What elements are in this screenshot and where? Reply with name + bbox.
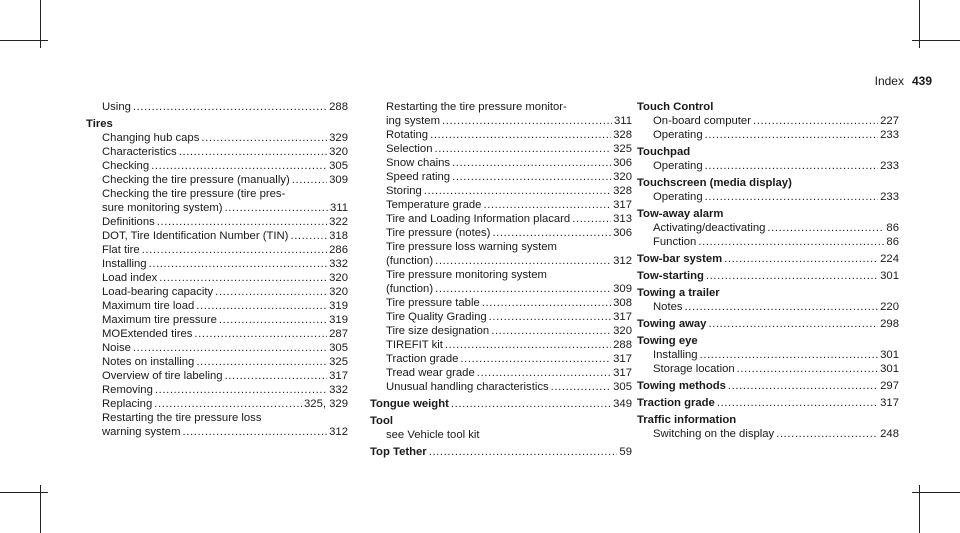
index-entry-line: Checking the tire pressure (tire pres- [102,188,286,200]
index-entry[interactable]: Installing ..... 332 [86,257,348,271]
index-heading: Tires [86,118,113,130]
index-entry[interactable]: MOExtended tires ..... 287 [86,327,348,341]
index-entry[interactable]: (function) ..... 312 [370,254,632,268]
index-entry[interactable]: Operating ..... 233 [637,128,899,142]
index-entry[interactable]: Traction grade ..... 317 [370,352,632,366]
index-entry-line: Restarting the tire pressure loss [102,412,262,424]
crop-mark [912,492,960,493]
index-entry[interactable]: Operating ..... 233 [637,159,899,173]
index-heading: Traffic information [637,414,737,426]
index-heading-entry[interactable]: Tow-bar system ..... 224 [637,252,899,266]
index-entry[interactable]: Notes on installing ..... 325 [86,355,348,369]
index-entry[interactable]: Rotating ..... 328 [370,128,632,142]
index-entry-line: Tire pressure monitoring system [386,269,547,281]
index-entry[interactable]: Noise ..... 305 [86,341,348,355]
index-entry[interactable]: Operating ..... 233 [637,190,899,204]
index-column-2 [370,100,632,459]
index-heading-entry[interactable]: Traction grade ..... 317 [637,396,899,410]
index-entry[interactable]: Tire Quality Grading ..... 317 [370,310,632,324]
index-entry[interactable]: Snow chains ..... 306 [370,156,632,170]
index-entry[interactable]: Unusual handling characteristics ..... 305 [370,380,632,394]
index-entry[interactable]: warning system ..... 312 [86,425,348,439]
page-number: 439 [911,74,932,88]
index-label: Index [874,74,904,88]
index-entry[interactable]: Checking ..... 305 [86,159,348,173]
index-entry[interactable]: Switching on the display ..... 248 [637,427,899,441]
index-cross-reference[interactable]: see Vehicle tool kit [386,429,480,441]
index-heading: Tool [370,415,394,427]
index-entry[interactable]: Load index ..... 320 [86,271,348,285]
crop-mark [912,40,960,41]
index-heading-entry[interactable]: Tow-starting ..... 301 [637,269,899,283]
index-entry[interactable]: Tire and Loading Information placard ..... 313 [370,212,632,226]
index-entry[interactable]: Changing hub caps ..... 329 [86,131,348,145]
index-entry[interactable]: Storage location ..... 301 [637,362,899,376]
index-heading-entry[interactable]: Top Tether ..... 59 [370,445,632,459]
index-entry[interactable]: Tire pressure table ..... 308 [370,296,632,310]
index-entry[interactable]: Tire size designation ..... 320 [370,324,632,338]
index-heading-entry[interactable]: Towing away ..... 298 [637,317,899,331]
index-entry-line: Restarting the tire pressure monitor- [386,101,567,113]
index-heading: Tow-away alarm [637,208,724,220]
index-entry[interactable]: Temperature grade ..... 317 [370,198,632,212]
index-entry[interactable]: ing system ..... 311 [370,114,632,128]
index-entry[interactable]: Tire pressure (notes) ..... 306 [370,226,632,240]
index-entry[interactable]: Selection ..... 325 [370,142,632,156]
index-entry[interactable]: Maximum tire pressure ..... 319 [86,313,348,327]
index-entry[interactable]: Speed rating ..... 320 [370,170,632,184]
index-entry[interactable]: Maximum tire load ..... 319 [86,299,348,313]
index-entry[interactable]: On-board computer ..... 227 [637,114,899,128]
index-heading: Towing a trailer [637,287,720,299]
page-header [875,74,932,88]
index-entry[interactable]: Tread wear grade ..... 317 [370,366,632,380]
index-entry-line: Tire pressure loss warning system [386,241,557,253]
index-entry[interactable]: Replacing ..... 325, 329 [86,397,348,411]
index-entry[interactable]: Notes ..... 220 [637,300,899,314]
crop-mark [0,492,48,493]
index-entry[interactable]: Storing ..... 328 [370,184,632,198]
index-heading: Touchpad [637,146,691,158]
index-heading-entry[interactable]: Towing methods ..... 297 [637,379,899,393]
index-entry[interactable]: Load-bearing capacity ..... 320 [86,285,348,299]
index-entry[interactable]: (function) ..... 309 [370,282,632,296]
index-entry[interactable]: DOT, Tire Identification Number (TIN) ..... 318 [86,229,348,243]
index-entry[interactable]: Overview of tire labeling ..... 317 [86,369,348,383]
index-column-1 [86,100,348,439]
index-entry[interactable]: Using ..... 288 [86,100,348,114]
index-entry[interactable]: Definitions ..... 322 [86,215,348,229]
index-heading: Touch Control [637,101,714,113]
index-entry[interactable]: Removing ..... 332 [86,383,348,397]
index-entry[interactable]: Checking the tire pressure (manually) ..... 309 [86,173,348,187]
index-entry[interactable]: TIREFIT kit ..... 288 [370,338,632,352]
index-entry[interactable]: Activating/deactivating ..... 86 [637,221,899,235]
index-entry[interactable]: Characteristics ..... 320 [86,145,348,159]
index-entry[interactable]: Flat tire ..... 286 [86,243,348,257]
crop-mark [0,40,48,41]
index-entry[interactable]: Function ..... 86 [637,235,899,249]
index-entry[interactable]: sure monitoring system) ..... 311 [86,201,348,215]
index-heading-entry[interactable]: Tongue weight ..... 349 [370,397,632,411]
index-heading: Touchscreen (media display) [637,177,792,189]
index-column-3 [637,100,899,441]
index-entry[interactable]: Installing ..... 301 [637,348,899,362]
index-heading: Towing eye [637,335,698,347]
